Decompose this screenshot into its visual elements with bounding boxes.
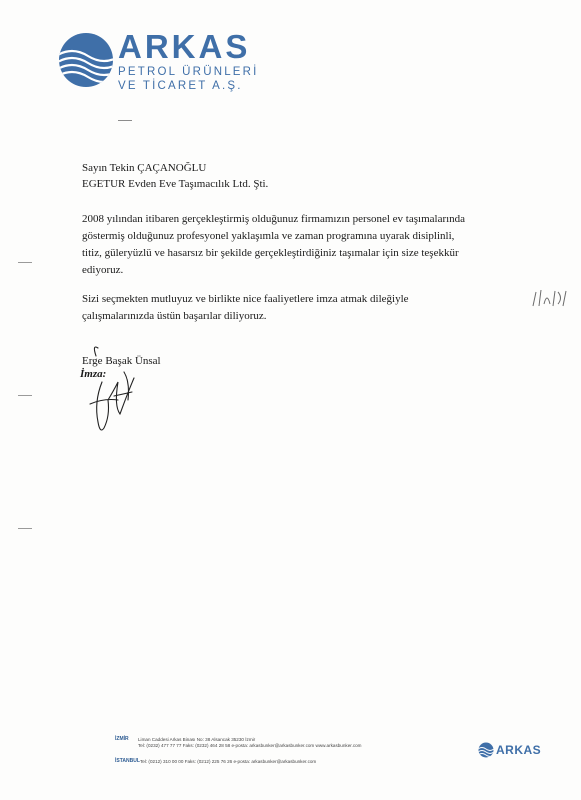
- recipient-company: EGETUR Evden Eve Taşımacılık Ltd. Şti.: [82, 178, 269, 190]
- logo-brand-text: ARKAS: [118, 28, 251, 65]
- signature-label: İmza:: [80, 368, 107, 380]
- body-paragraph-2: [82, 291, 502, 325]
- footer-izmir-label: İZMİR: [115, 736, 129, 742]
- arkas-wave-emblem-icon: [58, 32, 114, 88]
- paragraph-line: 2008 yılından itibaren gerçekleştirmiş olduğunuz firmamızın personel ev taşımalarında: [82, 213, 466, 225]
- logo-subtitle-line1: PETROL ÜRÜNLERİ: [118, 66, 259, 78]
- fold-mark-middle: [18, 395, 32, 396]
- address-guide-mark: [118, 120, 132, 121]
- body-paragraph-1: [82, 211, 502, 279]
- paragraph-line: titiz, güleryüzlü ve hasarsız bir şekilde gerçekleştirdiğiniz taşımalar için size teşekkür: [82, 247, 459, 259]
- margin-scrawl-icon: [530, 286, 570, 312]
- recipient-block: [82, 160, 268, 192]
- paragraph-line: Sizi seçmekten mutluyuz ve birlikte nice faaliyetlere imza atmak dileğiyle: [82, 293, 409, 305]
- fold-mark-top: [18, 262, 32, 263]
- paragraph-line: ediyoruz.: [82, 264, 124, 276]
- footer-istanbul-contact: Tel: (0212) 310 00 00 Faks: (0212) 225 76 26 e-posta: arkasbunker@arkasbunker.com: [140, 759, 317, 764]
- letter-footer: [0, 730, 581, 780]
- logo-subtitle-line2: VE TİCARET A.Ş.: [118, 80, 243, 92]
- company-logo: [58, 28, 259, 94]
- fold-mark-bottom: [18, 528, 32, 529]
- footer-izmir-contact: Tel: (0232) 477 77 77 Faks: (0232) 464 28 58 e-posta: arkasbunker@arkasbunker.com www.arkasbunker.com: [138, 743, 362, 748]
- arkas-wave-emblem-icon: [478, 742, 494, 758]
- handwritten-signature-icon: [84, 342, 154, 437]
- paragraph-line: göstermiş olduğunuz profesyonel yaklaşımla ve zaman programına uyarak disiplinli,: [82, 230, 455, 242]
- paragraph-line: çalışmalarınızda üstün başarılar diliyoruz.: [82, 310, 267, 322]
- footer-izmir-address: Liman Caddesi Arkas Binası No: 38 Alsancak 35230 İzmir: [138, 737, 256, 742]
- footer-istanbul-label: İSTANBUL: [115, 758, 140, 764]
- signer-name: Erge Başak Ünsal: [82, 355, 161, 367]
- recipient-name: Sayın Tekin ÇAÇANOĞLU: [82, 162, 207, 174]
- footer-brand-text: ARKAS: [496, 743, 542, 757]
